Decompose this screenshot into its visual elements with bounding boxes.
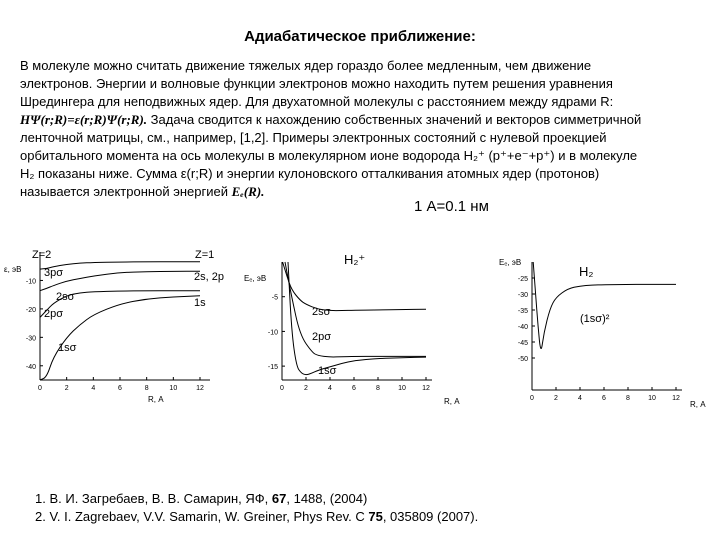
chart3-ylabel: Eₑ, эВ bbox=[499, 258, 522, 267]
para-line-2: электронов. Энергии и волновые функции электронов можно находить путем решения уравнения bbox=[20, 76, 613, 91]
chart1-series-line bbox=[40, 271, 200, 290]
chart3-y-tick-label: -25 bbox=[517, 276, 528, 283]
chart1-annotation-z2: Z=2 bbox=[32, 249, 52, 261]
chart1-x-tick-label: 8 bbox=[144, 385, 149, 392]
schrodinger-formula: HΨ(r;R)=ε(r;R)Ψ(r;R). bbox=[20, 112, 148, 127]
chart1-annotation-2psigma: 2pσ bbox=[44, 308, 64, 320]
chart1-y-tick-label: -20 bbox=[25, 306, 36, 314]
chart1-annotation-z1: Z=1 bbox=[195, 249, 215, 261]
chart3-x-tick-label: 0 bbox=[530, 395, 534, 402]
chart3-y-tick-label: -35 bbox=[517, 308, 528, 315]
chart1-x-tick-label: 12 bbox=[196, 385, 204, 392]
chart1-y-tick-label: -40 bbox=[25, 363, 36, 371]
chart2-annotation-2ssigma: 2sσ bbox=[312, 306, 331, 318]
para-line-4-rest: Задача сводится к нахождению собственных значений и векторов симметричной bbox=[147, 112, 642, 127]
references bbox=[35, 490, 478, 526]
chart2-x-tick-label: 6 bbox=[352, 385, 356, 392]
chart1-ylabel: ε, эВ bbox=[4, 265, 22, 274]
chart1-annotation-1s: 1s bbox=[194, 297, 206, 309]
chart-h2-ion bbox=[244, 252, 460, 406]
chart1-xlabel: R, А bbox=[148, 395, 164, 404]
chart2-annotation-2psigma: 2pσ bbox=[312, 331, 332, 343]
para-line-7: H₂ показаны ниже. Сумма ε(r;R) и энергии кулоновского отталкивания атомных ядер (протонов) bbox=[20, 166, 600, 181]
para-line-3: Шредингера для неподвижных ядер. Для двухатомной молекулы с расстоянием между ядрами R: bbox=[20, 94, 614, 109]
chart1-x-tick-label: 2 bbox=[64, 385, 69, 392]
reference-1-pages: , 1488, (2004) bbox=[286, 491, 368, 506]
chart3-y-tick-label: -50 bbox=[517, 356, 528, 363]
chart2-ylabel: Eₑ, эВ bbox=[244, 274, 267, 283]
chart2-x-tick-label: 8 bbox=[376, 385, 380, 392]
chart1-series-line bbox=[40, 296, 200, 380]
chart1-y-tick-label: -10 bbox=[25, 278, 36, 286]
reference-2-pages: , 035809 (2007). bbox=[382, 509, 479, 524]
chart2-y-tick-label: -5 bbox=[271, 294, 278, 302]
chart1-x-tick-label: 6 bbox=[118, 385, 122, 392]
para-line-8-pre: называется электронной энергией bbox=[20, 184, 232, 199]
chart1-x-tick-label: 4 bbox=[91, 385, 96, 392]
para-line-1: В молекуле можно считать движение тяжелых ядер гораздо более медленным, чем движение bbox=[20, 58, 592, 73]
reference-1 bbox=[35, 490, 478, 508]
reference-2 bbox=[35, 508, 478, 526]
chart1-y-tick-label: -30 bbox=[25, 335, 36, 343]
chart3-x-tick-label: 10 bbox=[648, 395, 656, 402]
chart1-x-tick-label: 10 bbox=[169, 385, 178, 392]
chart2-title: H₂⁺ bbox=[344, 252, 366, 267]
chart3-x-tick-label: 4 bbox=[578, 395, 582, 402]
electron-energy-formula: Eₑ(R). bbox=[231, 184, 265, 199]
chart2-x-tick-label: 2 bbox=[304, 385, 308, 392]
chart3-title: H₂ bbox=[579, 264, 594, 279]
reference-1-text: 1. В. И. Загребаев, В. В. Самарин, ЯФ, bbox=[35, 491, 272, 506]
chart1-x-tick-label: 0 bbox=[38, 385, 42, 392]
chart2-x-tick-label: 0 bbox=[280, 385, 284, 392]
reference-2-text: 2. V. I. Zagrebaev, V.V. Samarin, W. Greiner, Phys Rev. C bbox=[35, 509, 369, 524]
reference-2-volume: 75 bbox=[368, 509, 383, 524]
chart2-annotation-1ssigma: 1sσ bbox=[318, 365, 337, 377]
chart1-annotation-1ssigma: 1sσ bbox=[58, 342, 77, 354]
chart1-annotation-2ssigma: 2sσ bbox=[56, 291, 75, 303]
chart2-x-tick-label: 12 bbox=[422, 385, 430, 392]
para-line-5: ленточной матрицы, см., например, [1,2]. Примеры электронных состояний с нулевой проекцией bbox=[20, 130, 607, 145]
chart2-xlabel: R, А bbox=[444, 397, 460, 406]
para-line-6: орбитального момента на ось молекулы в молекулярном ионе водорода H₂⁺ (p⁺+e⁻+p⁺) и в молекуле bbox=[20, 148, 638, 163]
chart2-x-tick-label: 4 bbox=[328, 385, 332, 392]
chart3-y-tick-label: -40 bbox=[517, 324, 528, 331]
chart2-series-line bbox=[288, 262, 426, 375]
chart2-series-line bbox=[283, 262, 426, 311]
chart3-x-tick-label: 6 bbox=[602, 395, 606, 402]
chart3-annotation-1ssigma2: (1sσ)² bbox=[580, 313, 610, 325]
chart-correlation-diagram bbox=[4, 249, 224, 404]
chart3-xlabel: R, А bbox=[690, 400, 706, 409]
chart2-y-tick-label: -15 bbox=[267, 364, 278, 372]
chart1-annotation-3psigma: 3pσ bbox=[44, 267, 64, 279]
chart3-y-tick-label: -45 bbox=[517, 340, 528, 347]
reference-1-volume: 67 bbox=[271, 491, 287, 506]
chart3-x-tick-label: 8 bbox=[626, 395, 630, 402]
angstrom-note: 1 А=0.1 нм bbox=[414, 198, 489, 215]
chart2-x-tick-label: 10 bbox=[398, 385, 406, 392]
chart3-y-tick-label: -30 bbox=[517, 292, 528, 299]
chart-h2-molecule bbox=[499, 258, 706, 409]
chart3-series-line bbox=[533, 262, 676, 349]
chart3-x-tick-label: 2 bbox=[554, 395, 558, 402]
chart3-x-tick-label: 12 bbox=[672, 395, 680, 402]
chart1-series-line bbox=[40, 262, 200, 269]
page-title: Адиабатическое приближение: bbox=[244, 28, 476, 45]
chart2-y-tick-label: -10 bbox=[267, 329, 278, 337]
chart1-annotation-2s2p: 2s, 2p bbox=[194, 271, 224, 283]
